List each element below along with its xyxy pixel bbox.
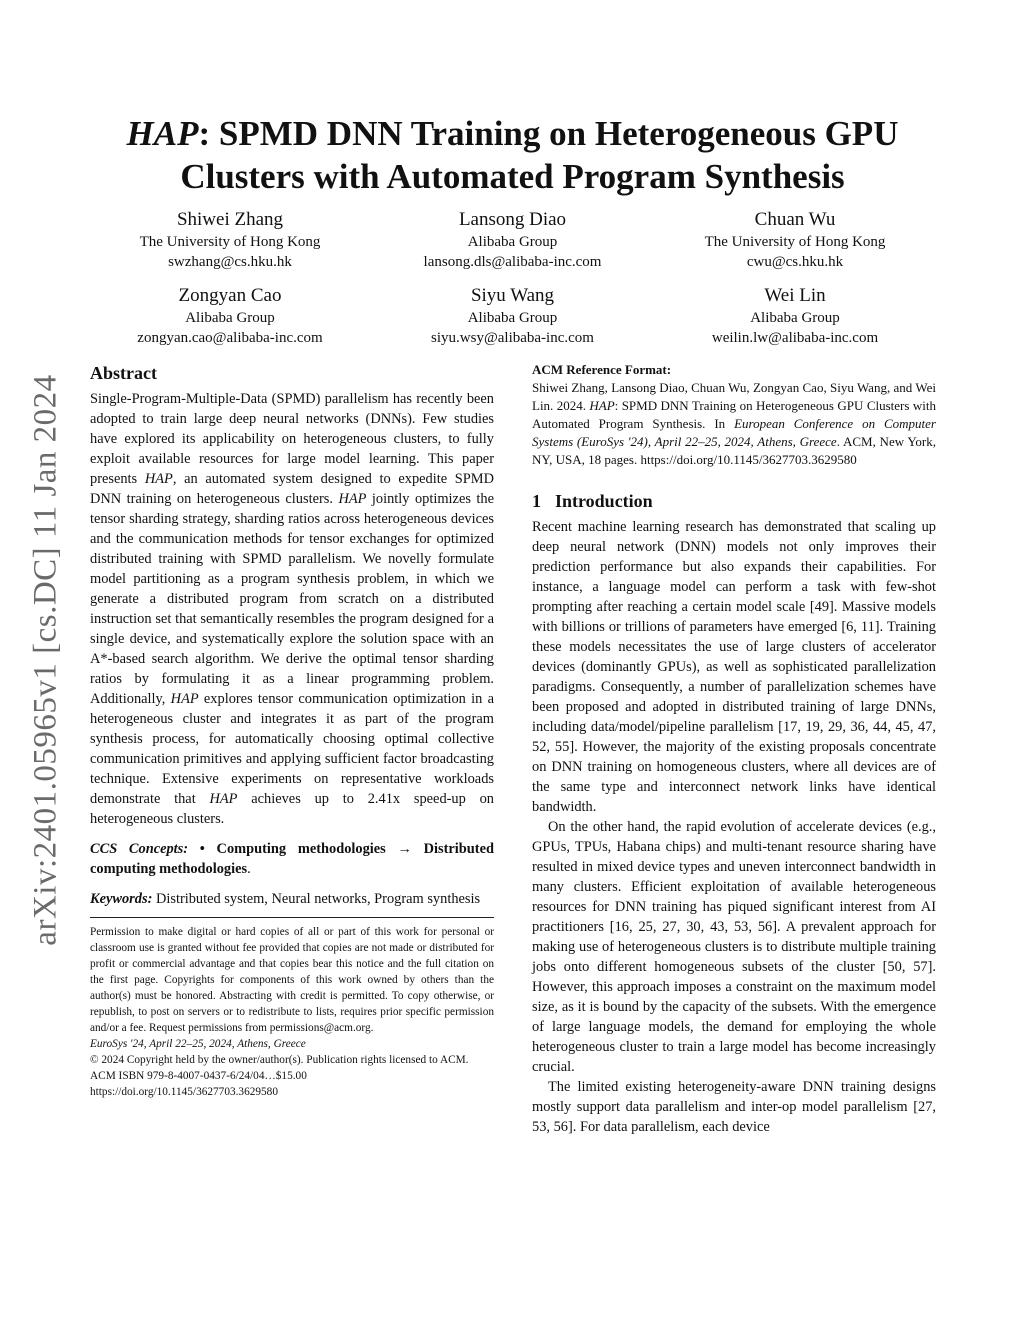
abstract-part-4: explores tensor communication optimization in a heterogeneous cluster and integrates it as part of the program synthesis process, for automatically choosing optimal collective communication primitives and applying sufficient factor broadcasting technique. Extensive experiments on representative workloads demonstrate that xyxy=(90,691,494,807)
acm-ref-publisher: . ACM, New York, NY, USA, 18 pages. https://doi.org/10.1145/3627703.3629580 xyxy=(532,434,937,467)
author-email: lansong.dls@alibaba-inc.com xyxy=(423,254,602,270)
author-affiliation: Alibaba Group xyxy=(467,310,558,326)
abstract-part-2: , an automated system designed to expedite SPMD DNN training on heterogeneous clusters. xyxy=(90,471,494,507)
acm-ref-venue: European Conference on Computer Systems (EuroSys '24), April 22–25, 2024, Athens, Greece xyxy=(532,416,936,449)
intro-paragraph-1: Recent machine learning research has demonstrated that scaling up deep neural network (DNN) models not only improves their prediction performance but also expands their capabilities. For instance, a language model can perform a task with few-shot prompting after reaching a certain model scale [49]. Massive models with billions or trillions of parameters have emerged [6, 11]. Training these models necessitates the use of large clusters of accelerator devices (dominantly GPUs), as well as sophisticated parallelization paradigms. Consequently, a number of parallelization schemes have been proposed and adopted in distributed training of large DNNs, including data/model/pipeline parallelism [17, 19, 29, 36, 44, 45, 47, 52, 55]. However, the majority of the existing proposals concentrate on DNN training on homogeneous clusters, where all devices are of the same type and interconnect network links have identical bandwidth. xyxy=(532,519,936,815)
author-name: Lansong Diao xyxy=(458,209,567,230)
author-card xyxy=(373,284,653,348)
abstract-part-5: achieves up to 2.41x speed-up on heterogeneous clusters. xyxy=(90,791,494,827)
author-name: Chuan Wu xyxy=(754,209,836,230)
copyright-footnote xyxy=(90,924,494,1100)
ccs-text: • Computing methodologies → Distributed computing methodologies xyxy=(90,841,494,877)
footnote-venue: EuroSys '24, April 22–25, 2024, Athens, Greece xyxy=(90,1038,306,1050)
abstract-part-3: jointly optimizes the tensor sharding strategy, sharding ratios across heterogeneous devices and the communication methods for tensor exchanges for optimized distributed training with SPMD parallelism. We novelly formulate model partitioning as a program synthesis problem, in which we generate a distributed program from scratch on a distributed instruction set that semantically resembles the program designed for a single device, and systematically explore the solution space with an A*-based search algorithm. We derive the optimal tensor sharding ratios by formulating it as a linear programming problem. Additionally, xyxy=(90,491,494,707)
intro-paragraph-2: On the other hand, the rapid evolution of accelerate devices (e.g., GPUs, TPUs, Habana chips) and multi-tenant resource sharing have resulted in mixed device types and uneven interconnect bandwidth in many clusters. Efficient exploitation of available heterogeneous resources for DNN training has piqued significant interest from AI practitioners [16, 25, 27, 30, 43, 53, 56]. A prevalent approach for making use of heterogeneous clusters is to distribute multiple training jobs onto different homogeneous subsets of the cluster [50, 57]. However, this approach imposes a constraint on the maximum model size, as it is bound by the capacity of the subsets. With the emergence of large language models, the demand for employing the whole heterogeneous cluster to train a large model has become increasingly crucial. xyxy=(532,819,936,1075)
paper-title xyxy=(90,112,935,198)
author-row xyxy=(90,208,935,272)
isbn-line: ACM ISBN 979-8-4007-0437-6/24/04…$15.00 xyxy=(90,1070,307,1082)
abstract-system-name: HAP xyxy=(209,791,238,807)
author-name: Shiwei Zhang xyxy=(176,209,284,230)
author-row xyxy=(90,284,935,348)
title-line-1: : SPMD DNN Training on Heterogeneous GPU xyxy=(198,114,899,153)
acm-reference-text xyxy=(532,379,936,469)
author-email: swzhang@cs.hku.hk xyxy=(168,254,292,270)
acm-ref-title: : SPMD DNN Training on Heterogeneous GPU Clusters with Automated Program Synthesis. In xyxy=(532,398,936,431)
author-card xyxy=(655,208,935,272)
keywords-text: Distributed system, Neural networks, Program synthesis xyxy=(152,891,481,907)
title-line-2: Clusters with Automated Program Synthesis xyxy=(180,157,845,196)
keywords xyxy=(90,889,494,909)
section-title: Introduction xyxy=(555,491,653,511)
acm-ref-authors: Shiwei Zhang, Lansong Diao, Chuan Wu, Zongyan Cao, Siyu Wang, and Wei Lin. 2024. xyxy=(532,380,936,413)
author-name: Wei Lin xyxy=(764,285,826,306)
author-name: Siyu Wang xyxy=(470,285,555,306)
abstract-part-1: Single-Program-Multiple-Data (SPMD) parallelism has recently been adopted to train large deep neural networks (DNNs). Few studies have explored its applicability on heterogeneous clusters, to fully exploit available resources for large model learning. This paper presents xyxy=(90,391,494,487)
abstract-system-name: HAP xyxy=(338,491,367,507)
permission-notice: Permission to make digital or hard copies of all or part of this work for personal or classroom use is granted without fee provided that copies are not made or distributed for profit or commercial advantage and that copies bear this notice and the full citation on the first page. Copyrights for components of this work owned by others than the author(s) must be honored. Abstracting with credit is permitted. To copy otherwise, or republish, to post on servers or to redistribute to lists, requires prior specific permission and/or a fee. Request permissions from permissions@acm.org. xyxy=(90,926,494,1034)
copyright-line: © 2024 Copyright held by the owner/author(s). Publication rights licensed to ACM. xyxy=(90,1054,469,1066)
ccs-end: . xyxy=(247,861,251,877)
section-number: 1 xyxy=(532,491,541,511)
acm-reference-label: ACM Reference Format: xyxy=(532,362,672,377)
author-affiliation: The University of Hong Kong xyxy=(704,234,886,250)
keywords-label: Keywords: xyxy=(90,891,153,907)
author-name: Zongyan Cao xyxy=(178,285,282,306)
left-column xyxy=(90,361,494,1100)
right-column xyxy=(532,361,936,1137)
author-block xyxy=(90,208,935,360)
abstract-heading: Abstract xyxy=(90,363,157,383)
author-affiliation: Alibaba Group xyxy=(185,310,275,326)
author-email: weilin.lw@alibaba-inc.com xyxy=(711,330,879,346)
author-email: siyu.wsy@alibaba-inc.com xyxy=(431,330,594,346)
title-system-name: HAP xyxy=(126,114,199,153)
arxiv-sidebar-stamp xyxy=(22,360,70,960)
intro-paragraph-3: The limited existing heterogeneity-aware DNN training designs mostly support data parallelism and inter-op model parallelism [27, 53, 56]. For data parallelism, each device xyxy=(532,1079,936,1135)
arxiv-id: arXiv:2401.05965v1 [cs.DC] 11 Jan 2024 xyxy=(27,374,64,946)
abstract-system-name: HAP xyxy=(170,691,199,707)
section-heading-introduction xyxy=(532,489,936,513)
author-card xyxy=(90,208,370,272)
author-card xyxy=(655,284,935,348)
author-email: zongyan.cao@alibaba-inc.com xyxy=(137,330,323,346)
ccs-concepts xyxy=(90,839,494,879)
footnote-divider xyxy=(90,917,494,918)
author-affiliation: Alibaba Group xyxy=(750,310,840,326)
abstract-text xyxy=(90,389,494,829)
doi-line: https://doi.org/10.1145/3627703.3629580 xyxy=(90,1086,278,1098)
acm-ref-system-name: HAP xyxy=(589,398,615,413)
author-email: cwu@cs.hku.hk xyxy=(746,254,844,270)
author-affiliation: Alibaba Group xyxy=(467,234,558,250)
author-affiliation: The University of Hong Kong xyxy=(139,234,321,250)
author-card xyxy=(90,284,370,348)
abstract-system-name: HAP xyxy=(144,471,173,487)
author-card xyxy=(373,208,653,272)
ccs-label: CCS Concepts: xyxy=(90,841,189,857)
